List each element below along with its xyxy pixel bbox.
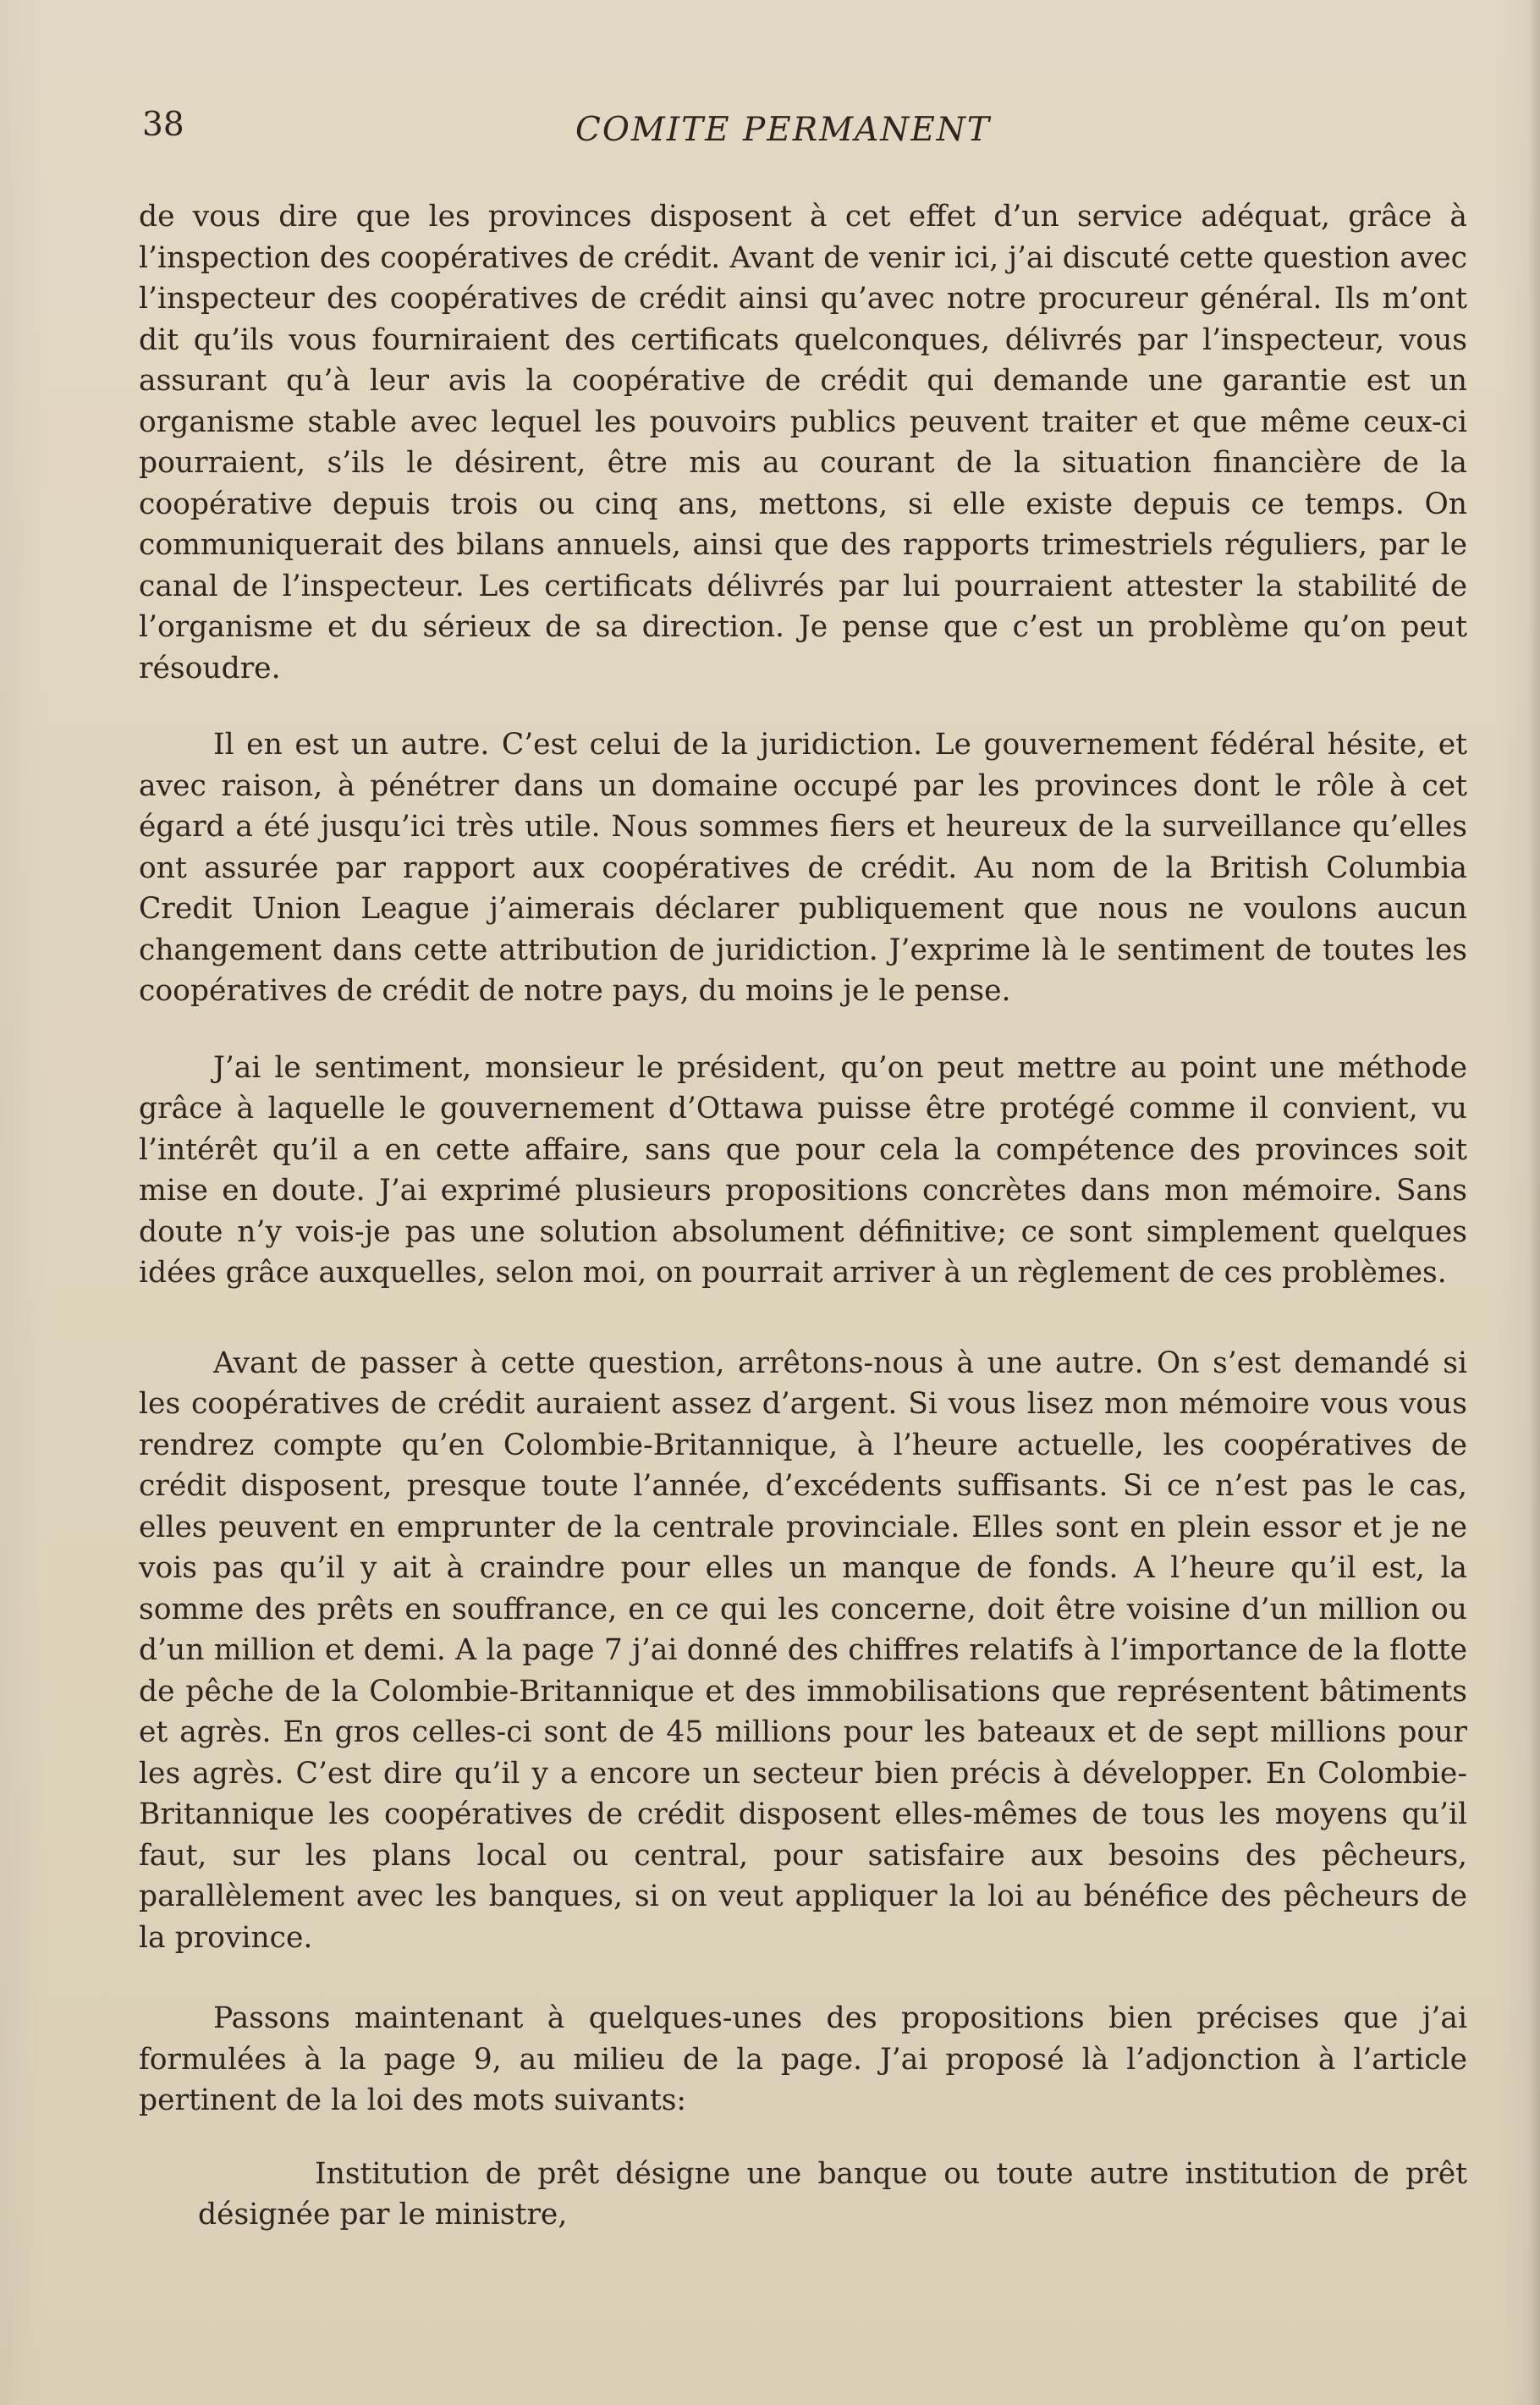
running-head: COMITE PERMANENT	[575, 111, 991, 149]
paragraph-continuation: de vous dire que les provinces disposent à cet effet d’un service adéquat, grâce à l’inspection des coopératives de crédit. Avant de venir ici, j’ai discuté cette question avec l’inspecteur des coopératives de crédit ainsi qu’avec notre procureur général. Ils m’ont dit qu’ils vous fourniraient des certificats quelconques, délivrés par l’inspecteur, vous assurant qu’à leur avis la coopérative de crédit qui demande une garantie est un organisme stable avec lequel les pouvoirs publics peuvent traiter et que même ceux-ci pourraient, s’ils le désirent, être mis au courant de la situation financière de la coopérative depuis trois ou cinq ans, mettons, si elle existe depuis ce temps. On communiquerait des bilans annuels, ainsi que des rapports trimestriels réguliers, par le canal de l’inspecteur. Les certificats délivrés par lui pourraient attester la stabilité de l’organisme et du sérieux de sa direction. Je pense que c’est un problème qu’on peut résoudre.	[139, 200, 1467, 685]
quoted-definition: Institution de prêt désigne une banque ou toute autre institution de prêt désignée par le ministre,	[198, 2156, 1467, 2232]
page-number: 38	[142, 106, 184, 144]
paragraph-jurisdiction: Il en est un autre. C’est celui de la juridiction. Le gouvernement fédéral hésite, et avec raison, à pénétrer dans un domaine occupé par les provinces dont le rôle à cet égard a été jusqu’ici très utile. Nous sommes fiers et heureux de la surveillance qu’elles ont assurée par rapport aux coopératives de crédit. Au nom de la British Columbia Credit Union League j’aimerais déclarer publiquement que nous ne voulons aucun changement dans cette attribution de juridiction. J’exprime là le sentiment de toutes les coopératives de crédit de notre pays, du moins je le pense.	[139, 728, 1467, 1008]
page-header	[135, 106, 1455, 157]
page-body	[139, 196, 1467, 2236]
paragraph-propositions: Passons maintenant à quelques-unes des propositions bien précises que j’ai formulées à la page 9, au milieu de la page. J’ai proposé là l’adjonction à l’article pertinent de la loi des mots suivants:	[139, 2001, 1467, 2117]
paragraph-method: J’ai le sentiment, monsieur le président, qu’on peut mettre au point une méthode grâce à laquelle le gouvernement d’Ottawa puisse être protégé comme il convient, vu l’intérêt qu’il a en cette affaire, sans que pour cela la compétence des provinces soit mise en doute. J’ai exprimé plusieurs propositions concrètes dans mon mémoire. Sans doute n’y vois-je pas une solution absolument définitive; ce sont simplement quelques idées grâce auxquelles, selon moi, on pourrait arriver à un règlement de ces problèmes.	[139, 1050, 1467, 1290]
paragraph-funds: Avant de passer à cette question, arrêtons-nous à une autre. On s’est demandé si les coopératives de crédit auraient assez d’argent. Si vous lisez mon mémoire vous vous rendrez compte qu’en Colombie-Britannique, à l’heure actuelle, les coopératives de crédit disposent, presque toute l’année, d’excédents suffisants. Si ce n’est pas le cas, elles peuvent en emprunter de la centrale provinciale. Elles sont en plein essor et je ne vois pas qu’il y ait à craindre pour elles un manque de fonds. A l’heure qu’il est, la somme des prêts en souffrance, en ce qui les concerne, doit être voisine d’un million ou d’un million et demi. A la page 7 j’ai donné des chiffres relatifs à l’importance de la flotte de pêche de la Colombie-Britannique et des immobilisations que représentent bâtiments et agrès. En gros celles-ci sont de 45 millions pour les bateaux et de sept millions pour les agrès. C’est dire qu’il y a encore un secteur bien précis à développer. En Colombie-Britannique les coopératives de crédit disposent elles-mêmes de tous les moyens qu’il faut, sur les plans local ou central, pour satisfaire aux besoins des pêcheurs, parallèlement avec les banques, si on veut appliquer la loi au bénéfice des pêcheurs de la province.	[139, 1346, 1467, 1955]
page-edge-shadow	[1528, 0, 1540, 2405]
